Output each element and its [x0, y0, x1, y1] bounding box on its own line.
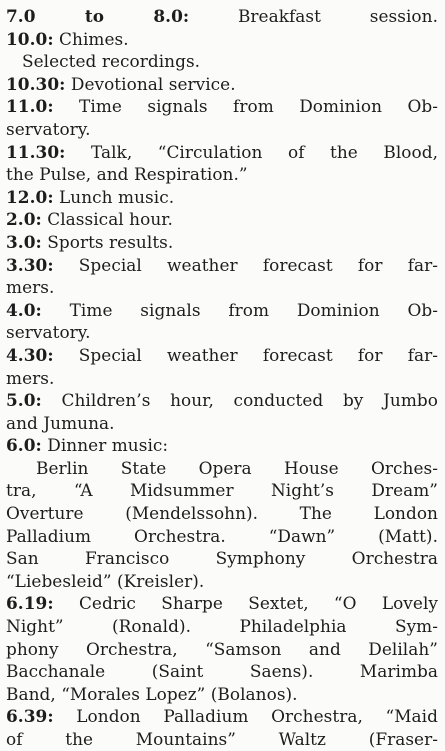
- entry-text: Lunch music.: [53, 186, 175, 207]
- entry-text: Time signals from Dominion Ob-: [41, 299, 438, 320]
- schedule-entry-sports: [6, 231, 440, 254]
- entry-text: mers.: [6, 277, 55, 298]
- schedule-entry-devotional: [6, 73, 440, 96]
- entry-text: mers.: [6, 367, 55, 388]
- entry-text: London Palladium Orchestra, “Maid: [53, 706, 438, 727]
- entry-text: Chimes.: [53, 28, 129, 49]
- entry-text: of the Mountains” Waltz (Fraser-: [6, 729, 438, 749]
- entry-text: the Pulse, and Respiration.”: [6, 164, 248, 185]
- entry-text: servatory.: [6, 322, 91, 343]
- entry-text: Cedric Sharpe Sextet, “O Lovely: [53, 593, 438, 614]
- schedule-entry-chimes: [6, 28, 440, 51]
- entry-text: Band, “Morales Lopez” (Bolanos).: [6, 683, 298, 704]
- schedule-continuation: [6, 118, 440, 141]
- schedule-entry-palladium: [6, 705, 438, 728]
- time-label: 6.0:: [6, 435, 42, 456]
- schedule-entry-dinner-music: [6, 434, 440, 457]
- schedule-continuation: [6, 502, 438, 525]
- time-label: 5.0:: [6, 390, 42, 411]
- schedule-continuation: [6, 412, 440, 435]
- entry-text: tra, “A Midsummer Night’s Dream”: [6, 480, 438, 501]
- schedule-entry-talk: [6, 141, 438, 164]
- time-label: 4.30:: [6, 344, 54, 365]
- schedule-entry-classical: [6, 208, 440, 231]
- entry-text: servatory.: [6, 118, 91, 139]
- entry-text: and Jumuna.: [6, 412, 115, 433]
- entry-text: Overture (Mendelssohn). The London: [6, 503, 438, 524]
- schedule-continuation: [6, 163, 440, 186]
- schedule-entry-weather-2: [6, 344, 438, 367]
- schedule-continuation: [6, 321, 440, 344]
- entry-text: “Liebesleid” (Kreisler).: [6, 570, 205, 591]
- schedule-entry-time-signals: [6, 95, 438, 118]
- entry-text: Special weather forecast for far-: [53, 254, 438, 275]
- time-label: 11.30:: [6, 141, 66, 162]
- entry-text: Selected recordings.: [22, 51, 201, 72]
- time-label: 2.0:: [6, 209, 42, 230]
- radio-programme-column: [6, 5, 440, 751]
- entry-text: Palladium Orchestra. “Dawn” (Matt).: [6, 525, 438, 546]
- schedule-continuation: [6, 547, 438, 570]
- entry-text: Devotional service.: [65, 73, 236, 94]
- time-label: 11.0:: [6, 96, 54, 117]
- time-label: 3.30:: [6, 254, 54, 275]
- schedule-continuation: [6, 660, 438, 683]
- time-label: 6.39:: [6, 706, 54, 727]
- schedule-continuation: [6, 683, 440, 706]
- entry-text: San Francisco Symphony Orchestra: [6, 548, 438, 569]
- time-label: 10.0:: [6, 28, 54, 49]
- schedule-continuation: [6, 457, 438, 480]
- entry-text: Berlin State Opera House Orches-: [36, 457, 438, 478]
- entry-text: Dinner music:: [41, 435, 169, 456]
- time-label: 6.19:: [6, 593, 54, 614]
- schedule-continuation: [6, 367, 440, 390]
- entry-text: Bacchanale (Saint Saens). Marimba: [6, 661, 438, 682]
- schedule-continuation: [6, 479, 438, 502]
- entry-text: Children’s hour, conducted by Jumbo: [41, 390, 438, 411]
- schedule-entry-lunch: [6, 186, 440, 209]
- schedule-entry-breakfast: [6, 5, 438, 28]
- schedule-continuation: [6, 525, 438, 548]
- schedule-entry-weather-1: [6, 254, 438, 277]
- entry-text: Breakfast session.: [189, 6, 438, 26]
- entry-text: Talk, “Circulation of the Blood,: [65, 141, 438, 162]
- time-label: 3.0:: [6, 231, 42, 252]
- schedule-continuation: [6, 276, 440, 299]
- schedule-continuation: [6, 728, 438, 751]
- time-label: 12.0:: [6, 186, 54, 207]
- time-label: 7.0 to 8.0:: [6, 6, 190, 26]
- schedule-entry-childrens-hour: [6, 389, 438, 412]
- entry-text: Sports results.: [41, 231, 174, 252]
- entry-text: Classical hour.: [41, 209, 173, 230]
- schedule-continuation: [6, 615, 438, 638]
- entry-text: Night” (Ronald). Philadelphia Sym-: [6, 616, 438, 637]
- entry-text: Special weather forecast for far-: [53, 344, 438, 365]
- schedule-continuation: [6, 638, 438, 661]
- entry-text: phony Orchestra, “Samson and Delilah”: [6, 638, 438, 659]
- schedule-continuation: [6, 570, 440, 593]
- schedule-continuation: [6, 50, 440, 73]
- entry-text: Time signals from Dominion Ob-: [53, 96, 438, 117]
- time-label: 4.0:: [6, 299, 42, 320]
- schedule-entry-time-signals-2: [6, 299, 438, 322]
- schedule-entry-sextet: [6, 592, 438, 615]
- time-label: 10.30:: [6, 73, 66, 94]
